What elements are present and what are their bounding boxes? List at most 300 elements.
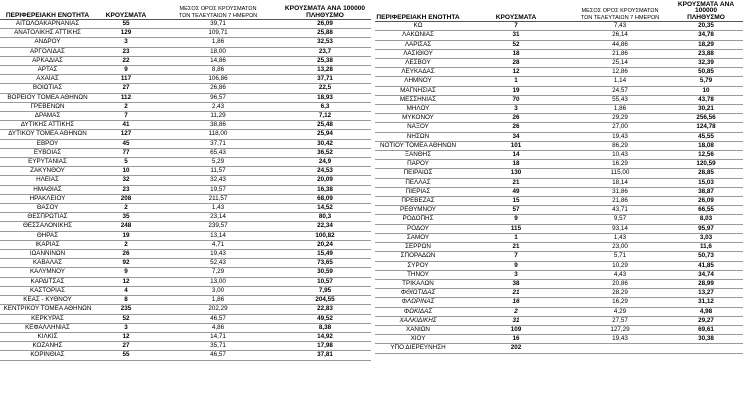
- unit-name: ΚΟΡΙΝΘΙΑΣ: [0, 351, 95, 360]
- avg-7day-value: 10,29: [571, 261, 669, 270]
- unit-name: ΛΑΣΙΘΙΟΥ: [375, 49, 461, 58]
- cases-value: 55: [95, 351, 157, 360]
- unit-name: ΝΟΤΙΟΥ ΤΟΜΕΑ ΑΘΗΝΩΝ: [375, 141, 461, 150]
- cases-value: 2: [95, 102, 157, 111]
- cases-value: 101: [461, 141, 571, 150]
- cases-value: 9: [461, 215, 571, 224]
- cases-value: 117: [95, 75, 157, 84]
- avg-7day-value: 9,57: [571, 215, 669, 224]
- table-row: [0, 185, 371, 194]
- per-100k-value: 25,48: [279, 121, 371, 130]
- table-row: [375, 160, 743, 169]
- cases-value: 92: [95, 259, 157, 268]
- unit-name: ΚΩ: [375, 22, 461, 31]
- per-100k-value: 32,39: [669, 59, 743, 68]
- table-row: [0, 84, 371, 93]
- unit-name: ΡΟΔΟΥ: [375, 224, 461, 233]
- per-100k-value: 20,35: [669, 22, 743, 31]
- table-row: [375, 187, 743, 196]
- per-100k-value: 8,03: [669, 215, 743, 224]
- unit-name: ΘΕΣΣΑΛΟΝΙΚΗΣ: [0, 222, 95, 231]
- unit-name: ΧΑΛΚΙΔΙΚΗΣ: [375, 316, 461, 325]
- per-100k-value: 14,52: [279, 204, 371, 213]
- table-row: [375, 279, 743, 288]
- avg-7day-value: 28,29: [571, 289, 669, 298]
- table-row: [0, 222, 371, 231]
- unit-name: ΤΡΙΚΑΛΩΝ: [375, 279, 461, 288]
- avg-7day-value: 37,71: [157, 139, 279, 148]
- avg-7day-value: 127,29: [571, 325, 669, 334]
- per-100k-value: 24,9: [279, 158, 371, 167]
- avg-7day-value: 27,00: [571, 123, 669, 132]
- per-100k-value: 69,61: [669, 325, 743, 334]
- avg-7day-value: 44,86: [571, 40, 669, 49]
- header-avg: ΜΕΣΟΣ ΟΡΟΣ ΚΡΟΥΣΜΑΤΩΝ ΤΩΝ ΤΕΛΕΥΤΑΙΩΝ 7 ΗΜΕΡΩΝ: [157, 2, 279, 20]
- avg-7day-value: 18,14: [571, 178, 669, 187]
- per-100k-value: 4,98: [669, 307, 743, 316]
- cases-value: 130: [461, 169, 571, 178]
- unit-name: ΚΟΖΑΝΗΣ: [0, 342, 95, 351]
- cases-value: 45: [95, 139, 157, 148]
- table-row: [0, 286, 371, 295]
- per-100k-value: 50,73: [669, 252, 743, 261]
- cases-value: 5: [95, 158, 157, 167]
- cases-value: 202: [461, 344, 571, 353]
- unit-name: ΙΩΑΝΝΙΝΩΝ: [0, 250, 95, 259]
- per-100k-value: 3,03: [669, 233, 743, 242]
- avg-7day-value: 13,14: [157, 231, 279, 240]
- avg-7day-value: 10,43: [571, 151, 669, 160]
- cases-value: 235: [95, 305, 157, 314]
- avg-7day-value: 1,43: [157, 204, 279, 213]
- table-row: [0, 296, 371, 305]
- per-100k-value: 15,49: [279, 250, 371, 259]
- unit-name: ΛΕΣΒΟΥ: [375, 59, 461, 68]
- table-row: [375, 243, 743, 252]
- table-row: [375, 233, 743, 242]
- per-100k-value: 73,65: [279, 259, 371, 268]
- per-100k-value: 12,56: [669, 151, 743, 160]
- table-row: [0, 305, 371, 314]
- cases-value: 22: [95, 56, 157, 65]
- table-row: [0, 323, 371, 332]
- avg-7day-value: 202,29: [157, 305, 279, 314]
- table-row: [375, 335, 743, 344]
- avg-7day-value: 20,86: [571, 279, 669, 288]
- table-row: [375, 224, 743, 233]
- table-row: [0, 38, 371, 47]
- cases-value: 12: [95, 332, 157, 341]
- table-row: [375, 141, 743, 150]
- unit-name: ΚΑΛΥΜΝΟΥ: [0, 268, 95, 277]
- cases-value: 70: [461, 95, 571, 104]
- table-row: [375, 169, 743, 178]
- cases-value: 12: [95, 277, 157, 286]
- avg-7day-value: 19,43: [571, 335, 669, 344]
- per-100k-value: 15,03: [669, 178, 743, 187]
- table-row: [375, 68, 743, 77]
- table-row: [0, 93, 371, 102]
- cases-value: 129: [95, 29, 157, 38]
- avg-7day-value: 19,57: [157, 185, 279, 194]
- unit-name: ΚΑΒΑΛΑΣ: [0, 259, 95, 268]
- avg-7day-value: 26,14: [571, 31, 669, 40]
- per-100k-value: 30,42: [279, 139, 371, 148]
- per-100k-value: 36,52: [279, 148, 371, 157]
- avg-7day-value: 23,14: [157, 213, 279, 222]
- table-row: [375, 344, 743, 353]
- avg-7day-value: 109,71: [157, 29, 279, 38]
- per-100k-value: 49,52: [279, 314, 371, 323]
- table-row: [0, 231, 371, 240]
- table-row: [375, 151, 743, 160]
- unit-name: ΑΝΔΡΟΥ: [0, 38, 95, 47]
- table-row: [375, 114, 743, 123]
- unit-name: ΑΡΤΑΣ: [0, 66, 95, 75]
- avg-7day-value: 4,86: [157, 323, 279, 332]
- unit-name: ΛΗΜΝΟΥ: [375, 77, 461, 86]
- avg-7day-value: 32,43: [157, 176, 279, 185]
- unit-name: ΗΛΕΙΑΣ: [0, 176, 95, 185]
- avg-7day-value: 211,57: [157, 194, 279, 203]
- header-avg: ΜΕΣΟΣ ΟΡΟΣ ΚΡΟΥΣΜΑΤΩΝ ΤΩΝ ΤΕΛΕΥΤΑΙΩΝ 7 ΗΜΕΡΩΝ: [571, 2, 669, 22]
- avg-7day-value: 12,86: [571, 68, 669, 77]
- cases-value: 208: [95, 194, 157, 203]
- cases-value: 12: [461, 68, 571, 77]
- unit-name: ΕΥΒΟΙΑΣ: [0, 148, 95, 157]
- avg-7day-value: 11,57: [157, 167, 279, 176]
- right-table-body: [375, 22, 743, 353]
- per-100k-value: 256,56: [669, 114, 743, 123]
- cases-value: 3: [461, 270, 571, 279]
- cases-value: 3: [461, 105, 571, 114]
- per-100k-value: 7,12: [279, 112, 371, 121]
- unit-name: ΠΕΙΡΑΙΩΣ: [375, 169, 461, 178]
- cases-value: 127: [95, 130, 157, 139]
- avg-7day-value: 16,29: [571, 160, 669, 169]
- cases-value: 16: [461, 298, 571, 307]
- avg-7day-value: 86,29: [571, 141, 669, 150]
- cases-value: 2: [95, 204, 157, 213]
- per-100k-value: 37,71: [279, 75, 371, 84]
- unit-name: ΔΡΑΜΑΣ: [0, 112, 95, 121]
- unit-name: ΡΟΔΟΠΗΣ: [375, 215, 461, 224]
- per-100k-value: 43,78: [669, 95, 743, 104]
- unit-name: ΠΙΕΡΙΑΣ: [375, 187, 461, 196]
- cases-value: 112: [95, 93, 157, 102]
- table-row: [375, 31, 743, 40]
- per-100k-value: 18,93: [279, 93, 371, 102]
- table-row: [0, 250, 371, 259]
- avg-7day-value: 39,71: [157, 20, 279, 29]
- per-100k-value: 10,57: [279, 277, 371, 286]
- table-row: [375, 215, 743, 224]
- cases-value: 38: [461, 279, 571, 288]
- per-100k-value: 50,85: [669, 68, 743, 77]
- per-100k-value: 45,55: [669, 132, 743, 141]
- unit-name: ΛΕΥΚΑΔΑΣ: [375, 68, 461, 77]
- avg-7day-value: 14,86: [157, 56, 279, 65]
- avg-7day-value: 21,86: [571, 197, 669, 206]
- table-row: [0, 20, 371, 29]
- cases-value: 7: [95, 112, 157, 121]
- unit-name: ΔΥΤΙΚΟΥ ΤΟΜΕΑ ΑΘΗΝΩΝ: [0, 130, 95, 139]
- unit-name: ΞΑΝΘΗΣ: [375, 151, 461, 160]
- avg-7day-value: 52,43: [157, 259, 279, 268]
- table-row: [0, 213, 371, 222]
- table-row: [375, 325, 743, 334]
- table-row: [0, 121, 371, 130]
- per-100k-value: 29,27: [669, 316, 743, 325]
- avg-7day-value: 4,43: [571, 270, 669, 279]
- table-row: [375, 261, 743, 270]
- unit-name: ΣΑΜΟΥ: [375, 233, 461, 242]
- avg-7day-value: 38,86: [157, 121, 279, 130]
- avg-7day-value: 7,43: [571, 22, 669, 31]
- avg-7day-value: 5,29: [157, 158, 279, 167]
- table-row: [375, 95, 743, 104]
- table-row: [0, 240, 371, 249]
- cases-value: 3: [95, 38, 157, 47]
- left-table: [0, 2, 371, 361]
- unit-name: ΑΝΑΤΟΛΙΚΗΣ ΑΤΤΙΚΗΣ: [0, 29, 95, 38]
- cases-value: 14: [461, 151, 571, 160]
- avg-7day-value: 4,29: [571, 307, 669, 316]
- table-row: [375, 59, 743, 68]
- table-row: [0, 332, 371, 341]
- cases-value: 34: [461, 132, 571, 141]
- per-100k-value: 66,55: [669, 206, 743, 215]
- unit-name: ΘΑΣΟΥ: [0, 204, 95, 213]
- table-row: [375, 77, 743, 86]
- unit-name: ΙΚΑΡΙΑΣ: [0, 240, 95, 249]
- per-100k-value: 17,98: [279, 342, 371, 351]
- per-100k-value: 26,09: [669, 197, 743, 206]
- unit-name: ΠΡΕΒΕΖΑΣ: [375, 197, 461, 206]
- cases-value: 2: [95, 240, 157, 249]
- unit-name: ΘΕΣΠΡΩΤΙΑΣ: [0, 213, 95, 222]
- per-100k-value: 6,3: [279, 102, 371, 111]
- right-table: [375, 2, 743, 354]
- table-row: [0, 268, 371, 277]
- table-row: [375, 270, 743, 279]
- avg-7day-value: 65,43: [157, 148, 279, 157]
- per-100k-value: 28,99: [669, 279, 743, 288]
- unit-name: ΚΕΑΣ - ΚΥΘΝΟΥ: [0, 296, 95, 305]
- unit-name: ΚΕΝΤΡΙΚΟΥ ΤΟΜΕΑ ΑΘΗΝΩΝ: [0, 305, 95, 314]
- unit-name: ΚΑΡΔΙΤΣΑΣ: [0, 277, 95, 286]
- avg-7day-value: 106,86: [157, 75, 279, 84]
- per-100k-value: 22,34: [279, 222, 371, 231]
- cases-value: 52: [461, 40, 571, 49]
- unit-name: ΚΕΦΑΛΛΗΝΙΑΣ: [0, 323, 95, 332]
- avg-7day-value: 55,43: [571, 95, 669, 104]
- per-100k-value: 34,74: [669, 270, 743, 279]
- cases-value: 8: [95, 296, 157, 305]
- unit-name: ΧΙΟΥ: [375, 335, 461, 344]
- cases-value: 21: [461, 243, 571, 252]
- cases-value: 18: [461, 160, 571, 169]
- per-100k-value: 23,7: [279, 47, 371, 56]
- avg-7day-value: 3,00: [157, 286, 279, 295]
- unit-name: ΜΑΓΝΗΣΙΑΣ: [375, 86, 461, 95]
- cases-value: 26: [461, 114, 571, 123]
- unit-name: ΠΑΡΟΥ: [375, 160, 461, 169]
- table-row: [375, 206, 743, 215]
- avg-7day-value: 1,86: [157, 38, 279, 47]
- table-row: [0, 102, 371, 111]
- per-100k-value: 20,24: [279, 240, 371, 249]
- per-100k-value: 95,97: [669, 224, 743, 233]
- per-100k-value: 38,87: [669, 187, 743, 196]
- cases-value: 23: [95, 47, 157, 56]
- per-100k-value: 41,85: [669, 261, 743, 270]
- table-row: [0, 112, 371, 121]
- unit-name: ΠΕΛΛΑΣ: [375, 178, 461, 187]
- unit-name: ΜΗΛΟΥ: [375, 105, 461, 114]
- per-100k-value: 22,5: [279, 84, 371, 93]
- unit-name: ΡΕΘΥΜΝΟΥ: [375, 206, 461, 215]
- avg-7day-value: 4,71: [157, 240, 279, 249]
- unit-name: ΜΕΣΣΗΝΙΑΣ: [375, 95, 461, 104]
- cases-value: 21: [461, 289, 571, 298]
- avg-7day-value: 11,29: [157, 112, 279, 121]
- header-row: [0, 2, 371, 20]
- table-row: [0, 204, 371, 213]
- table-row: [375, 178, 743, 187]
- unit-name: ΧΑΝΙΩΝ: [375, 325, 461, 334]
- per-100k-value: 30,21: [669, 105, 743, 114]
- table-row: [375, 132, 743, 141]
- avg-7day-value: [571, 344, 669, 353]
- avg-7day-value: 19,43: [571, 132, 669, 141]
- cases-value: 77: [95, 148, 157, 157]
- avg-7day-value: 26,86: [157, 84, 279, 93]
- table-row: [0, 158, 371, 167]
- per-100k-value: 25,88: [279, 29, 371, 38]
- cases-value: 19: [461, 86, 571, 95]
- cases-value: 15: [461, 197, 571, 206]
- avg-7day-value: 2,43: [157, 102, 279, 111]
- avg-7day-value: 93,14: [571, 224, 669, 233]
- unit-name: ΗΡΑΚΛΕΙΟΥ: [0, 194, 95, 203]
- cases-value: 248: [95, 222, 157, 231]
- cases-value: 31: [461, 316, 571, 325]
- table-row: [375, 123, 743, 132]
- header-unit: ΠΕΡΙΦΕΡΕΙΑΚΗ ΕΝΟΤΗΤΑ: [375, 2, 461, 22]
- per-100k-value: 30,38: [669, 335, 743, 344]
- per-100k-value: 100,82: [279, 231, 371, 240]
- cases-value: 31: [461, 31, 571, 40]
- unit-name: ΑΡΓΟΛΙΔΑΣ: [0, 47, 95, 56]
- per-100k-value: 25,94: [279, 130, 371, 139]
- left-table-body: [0, 20, 371, 361]
- avg-7day-value: 24,57: [571, 86, 669, 95]
- avg-7day-value: 14,71: [157, 332, 279, 341]
- per-100k-value: 80,3: [279, 213, 371, 222]
- table-row: [0, 56, 371, 65]
- table-row: [375, 289, 743, 298]
- per-100k-value: 14,92: [279, 332, 371, 341]
- table-row: [0, 277, 371, 286]
- cases-value: 32: [95, 176, 157, 185]
- table-row: [375, 22, 743, 31]
- unit-name: ΕΥΡΥΤΑΝΙΑΣ: [0, 158, 95, 167]
- per-100k-value: 28,85: [669, 169, 743, 178]
- cases-value: 52: [95, 314, 157, 323]
- per-100k-value: 23,88: [669, 49, 743, 58]
- unit-name: ΒΟΙΩΤΙΑΣ: [0, 84, 95, 93]
- cases-value: 9: [95, 268, 157, 277]
- avg-7day-value: 1,86: [157, 296, 279, 305]
- unit-name: ΓΡΕΒΕΝΩΝ: [0, 102, 95, 111]
- cases-value: 16: [461, 335, 571, 344]
- cases-value: 109: [461, 325, 571, 334]
- avg-7day-value: 1,43: [571, 233, 669, 242]
- avg-7day-value: 5,71: [571, 252, 669, 261]
- cases-value: 4: [95, 286, 157, 295]
- unit-name: ΚΙΛΚΙΣ: [0, 332, 95, 341]
- table-row: [0, 130, 371, 139]
- avg-7day-value: 16,29: [571, 298, 669, 307]
- per-100k-value: 37,81: [279, 351, 371, 360]
- unit-name: ΑΧΑΪΑΣ: [0, 75, 95, 84]
- table-row: [0, 29, 371, 38]
- unit-name: ΣΥΡΟΥ: [375, 261, 461, 270]
- table-row: [0, 176, 371, 185]
- per-100k-value: 30,59: [279, 268, 371, 277]
- avg-7day-value: 46,57: [157, 351, 279, 360]
- per-100k-value: 34,78: [669, 31, 743, 40]
- table-row: [0, 148, 371, 157]
- table-row: [375, 86, 743, 95]
- header-cases: ΚΡΟΥΣΜΑΤΑ: [461, 2, 571, 22]
- cases-value: 3: [95, 323, 157, 332]
- table-row: [375, 316, 743, 325]
- cases-value: 1: [461, 77, 571, 86]
- cases-value: 26: [461, 123, 571, 132]
- avg-7day-value: 23,00: [571, 243, 669, 252]
- cases-value: 1: [461, 233, 571, 242]
- cases-value: 9: [95, 66, 157, 75]
- per-100k-value: [669, 344, 743, 353]
- unit-name: ΜΥΚΟΝΟΥ: [375, 114, 461, 123]
- per-100k-value: 204,55: [279, 296, 371, 305]
- per-100k-value: 32,53: [279, 38, 371, 47]
- avg-7day-value: 46,57: [157, 314, 279, 323]
- cases-value: 35: [95, 213, 157, 222]
- avg-7day-value: 115,00: [571, 169, 669, 178]
- table-row: [375, 307, 743, 316]
- avg-7day-value: 8,86: [157, 66, 279, 75]
- table-row: [0, 351, 371, 360]
- table-row: [0, 342, 371, 351]
- cases-value: 9: [461, 261, 571, 270]
- header-cases: ΚΡΟΥΣΜΑΤΑ: [95, 2, 157, 20]
- unit-name: ΝΑΞΟΥ: [375, 123, 461, 132]
- unit-name: ΗΜΑΘΙΑΣ: [0, 185, 95, 194]
- header-per-100k: ΚΡΟΥΣΜΑΤΑ ΑΝΑ 100000 ΠΛΗΘΥΣΜΟ: [279, 2, 371, 20]
- per-100k-value: 18,08: [669, 141, 743, 150]
- table-row: [0, 139, 371, 148]
- per-100k-value: 13,28: [279, 66, 371, 75]
- table-row: [375, 105, 743, 114]
- avg-7day-value: 25,14: [571, 59, 669, 68]
- table-row: [375, 252, 743, 261]
- table-row: [375, 49, 743, 58]
- cases-value: 27: [95, 84, 157, 93]
- unit-name: ΚΑΣΤΟΡΙΑΣ: [0, 286, 95, 295]
